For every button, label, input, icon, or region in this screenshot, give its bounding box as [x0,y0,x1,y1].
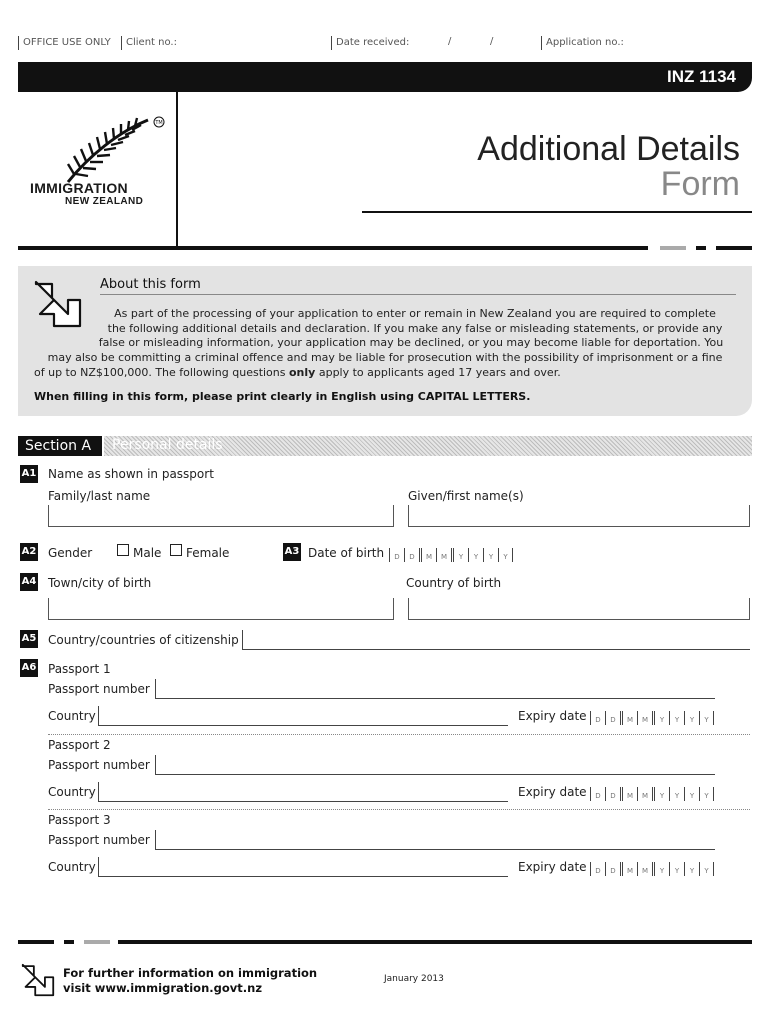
date-digit: Y [699,711,714,725]
date-digit: Y [699,862,714,876]
a1-label: Name as shown in passport [48,467,214,481]
footer-website-link[interactable]: visit www.immigration.govt.nz [63,981,263,995]
about-heading: About this form [100,277,201,292]
client-no-label: Client no.: [126,37,177,48]
section-title: Personal details [112,437,223,453]
town-birth-input[interactable] [48,598,394,620]
question-badge: A6 [20,659,38,677]
page-title: Additional Details [477,130,740,168]
about-emphasis: only [289,365,316,379]
question-badge: A5 [20,630,38,648]
footer-info [63,966,317,996]
footer-info-line: For further information on immigration [63,966,318,980]
date-digit: D [590,787,605,801]
silver-fern-icon [28,112,168,187]
country-birth-input[interactable] [408,598,750,620]
female-label: Female [186,546,230,560]
date-digit: Y [669,711,684,725]
given-name-label: Given/first name(s) [408,489,524,503]
passport-divider [48,734,750,735]
rule-accent-black [716,246,752,250]
expiry-date-label: Expiry date [518,709,587,723]
given-name-input[interactable] [408,505,750,527]
expiry-date-input[interactable] [590,711,714,725]
about-line: As part of the processing of your application to enter or remain in New Zealand you are required to complete [114,307,716,320]
date-digit: Y [684,787,699,801]
question-badge: A2 [20,543,38,561]
rule-accent-gray [660,246,686,250]
date-digit: Y [468,548,483,562]
female-checkbox[interactable] [170,544,182,556]
arrow-icon [20,962,56,998]
passport-number-label: Passport number [48,833,150,847]
header-divider [176,92,178,247]
date-digit: Y [483,548,498,562]
date-digit: D [605,787,620,801]
passport-number-label: Passport number [48,682,150,696]
dob-input[interactable] [389,548,513,562]
date-received-label: Date received: [336,37,410,48]
footer-rule [118,940,752,944]
footer-rule-accent [18,940,54,944]
about-line: false or misleading information, your application may be declined, or you may become liable for deportation. You [98,336,724,350]
passport-title: Passport 2 [48,738,111,752]
passport-country-label: Country [48,860,96,874]
question-badge: A1 [20,465,38,483]
about-heading-rule [100,294,736,295]
date-digit: Y [654,711,669,725]
dob-label: Date of birth [308,546,385,560]
family-name-input[interactable] [48,505,394,527]
date-digit: D [605,711,620,725]
passport-number-input[interactable] [155,755,715,775]
expiry-date-input[interactable] [590,862,714,876]
passport-title: Passport 1 [48,662,111,676]
date-digit: M [622,787,637,801]
about-line: may also be committing a criminal offence and may be liable for prosecution with the possibility of imprisonment or a fine [47,351,723,365]
date-digit: D [590,711,605,725]
male-checkbox[interactable] [117,544,129,556]
passport-divider [48,809,750,810]
trademark-text: TM [155,120,163,126]
logo-text-1: IMMIGRATION [30,180,128,196]
header-bottom-rule [18,246,648,250]
footer-rule-accent [84,940,110,944]
passport-country-label: Country [48,785,96,799]
passport-number-input[interactable] [155,830,715,850]
about-line [18,366,752,381]
about-line: the following additional details and declaration. If you make any false or misleading statements, or provide any [107,321,723,335]
section-title-bar [104,436,752,456]
date-digit: Y [498,548,513,562]
about-text: of up to NZ$100,000. The following questions [34,365,289,379]
section-label-text: Section A [25,438,92,454]
header-bar [18,62,752,92]
male-label: Male [133,546,162,560]
page-subtitle: Form [660,165,740,203]
date-digit: M [421,548,436,562]
office-use-label: OFFICE USE ONLY [23,37,111,48]
rule-accent-black [696,246,706,250]
date-digit: Y [654,862,669,876]
date-digit: M [436,548,451,562]
about-panel [18,266,752,416]
country-birth-label: Country of birth [406,576,502,590]
footer-rule-accent [64,940,74,944]
passport-title: Passport 3 [48,813,111,827]
date-digit: Y [669,787,684,801]
passport-country-label: Country [48,709,96,723]
capital-letters-instruction: When filling in this form, please print clearly in English using CAPITAL LETTERS. [34,390,531,403]
citizenship-label: Country/countries of citizenship [48,633,239,647]
date-separator: / [448,36,452,47]
question-badge: A4 [20,573,38,591]
expiry-date-label: Expiry date [518,785,587,799]
date-digit: M [622,862,637,876]
date-digit: M [637,862,652,876]
date-digit: Y [453,548,468,562]
date-separator: / [490,36,494,47]
date-digit: Y [669,862,684,876]
passport-country-input[interactable] [98,857,508,877]
date-digit: Y [699,787,714,801]
passport-number-input[interactable] [155,679,715,699]
family-name-label: Family/last name [48,489,151,503]
date-digit: D [389,548,404,562]
date-digit: M [637,787,652,801]
about-paragraph [18,307,752,381]
about-text: apply to applicants aged 17 years and over. [315,365,561,379]
passport-country-input[interactable] [98,706,508,726]
date-digit: D [605,862,620,876]
expiry-date-input[interactable] [590,787,714,801]
gender-label: Gender [48,546,93,560]
footer-date: January 2013 [384,974,444,984]
form-code: INZ 1134 [667,67,736,86]
logo [28,112,168,212]
passport-number-label: Passport number [48,758,150,772]
town-birth-label: Town/city of birth [48,576,152,590]
passport-country-input[interactable] [98,782,508,802]
title-underline [362,211,752,213]
section-label [18,436,102,456]
question-badge: A3 [283,543,301,561]
date-digit: M [622,711,637,725]
expiry-date-label: Expiry date [518,860,587,874]
date-digit: M [637,711,652,725]
citizenship-input[interactable] [242,630,750,650]
date-digit: D [404,548,419,562]
date-digit: D [590,862,605,876]
date-digit: Y [684,711,699,725]
date-digit: Y [654,787,669,801]
application-no-label: Application no.: [546,37,624,48]
date-digit: Y [684,862,699,876]
logo-text-2: NEW ZEALAND [65,196,144,207]
